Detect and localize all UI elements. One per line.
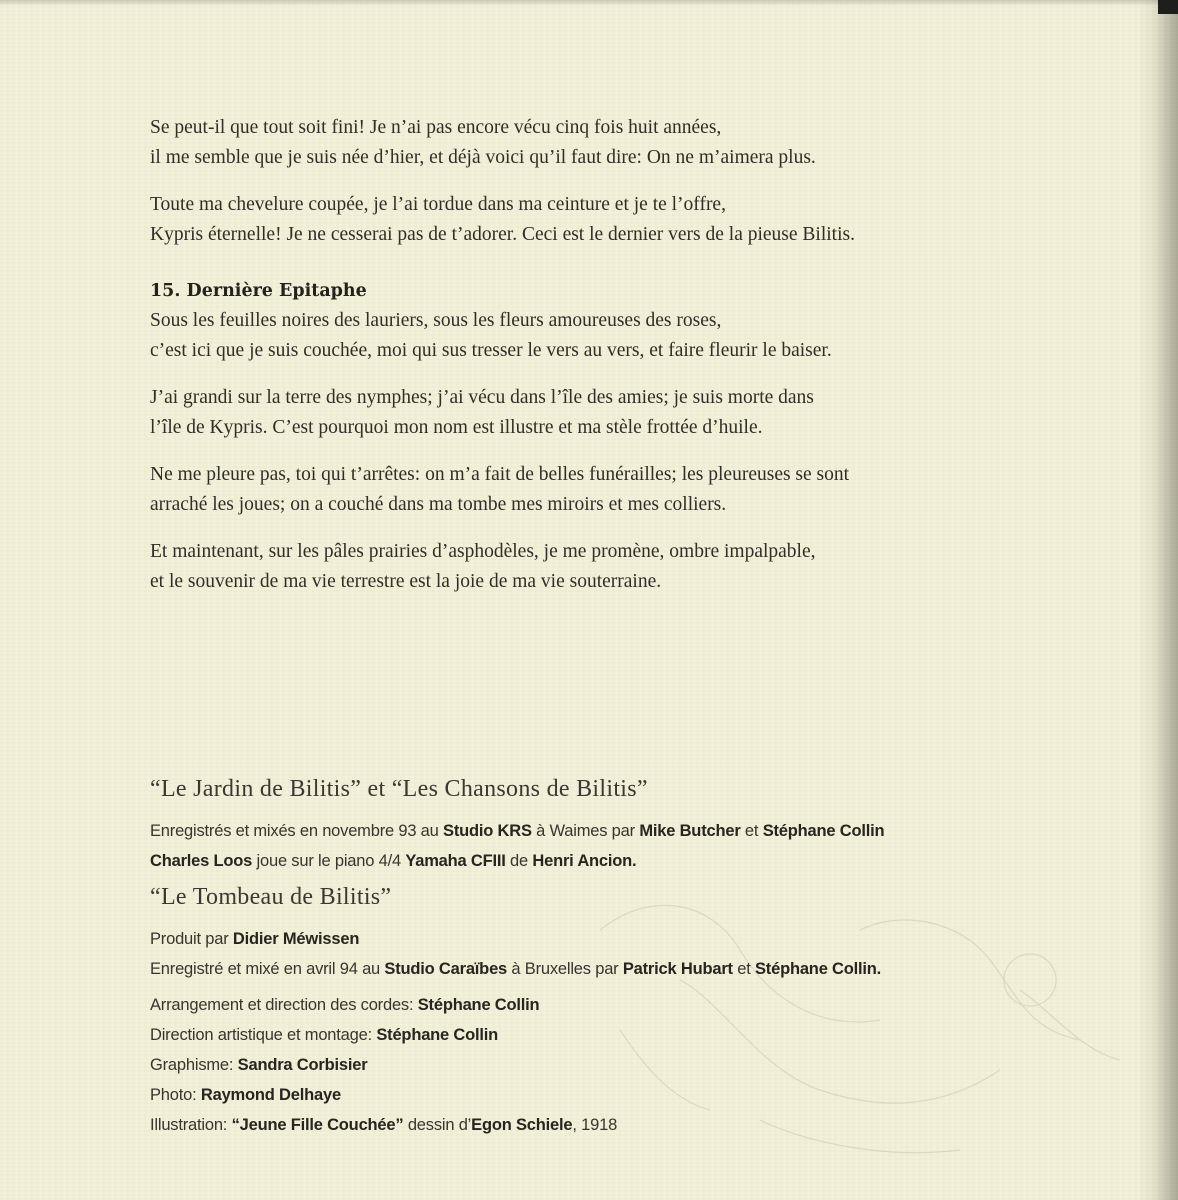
credit-label: Arrangement et direction des cordes: <box>150 996 418 1014</box>
poem-line: arraché les joues; on a couché dans ma tombe mes miroirs et mes colliers. <box>150 494 727 515</box>
credit-line-piano <box>150 846 1150 876</box>
studio-name: Studio Caraïbes <box>384 960 508 978</box>
credit-text: dessin d’ <box>403 1116 472 1134</box>
credit-label: Graphisme: <box>150 1056 238 1074</box>
poem-line: Ne me pleure pas, toi qui t’arrêtes: on m’a fait de belles funérailles; les pleureuses se sont <box>150 464 850 485</box>
credit-label: Photo: <box>150 1086 201 1104</box>
poem-text <box>150 113 1130 614</box>
piano-model: Yamaha CFIII <box>405 852 506 870</box>
credit-line-direction <box>150 1020 1150 1050</box>
poem-line: Et maintenant, sur les pâles prairies d’asphodèles, je me promène, ombre impalpable, <box>150 541 816 562</box>
credit-name: Raymond Delhaye <box>200 1086 341 1104</box>
credit-line-photo <box>150 1080 1150 1110</box>
credits-section <box>150 772 1150 1140</box>
credit-name: Stéphane Collin <box>417 996 540 1014</box>
credit-line-illustration <box>150 1110 1150 1140</box>
top-edge-shadow <box>0 0 1178 6</box>
engineer-name: Mike Butcher <box>639 822 741 840</box>
credit-text: à Waimes par <box>531 822 640 840</box>
credit-line-recording-2 <box>150 954 1150 984</box>
credit-text: Enregistré et mixé en avril 94 au <box>150 960 385 978</box>
poem-line: l’île de Kypris. C’est pourquoi mon nom est illustre et ma stèle frottée d’huile. <box>150 417 763 438</box>
credit-name: Stéphane Collin <box>376 1026 499 1044</box>
poem-line: Se peut-il que tout soit fini! Je n’ai pas encore vécu cinq fois huit années, <box>150 117 722 138</box>
credit-line-arrangement <box>150 990 1150 1020</box>
studio-name: Studio KRS <box>443 822 532 840</box>
credit-name: Sandra Corbisier <box>237 1056 368 1074</box>
credit-text: à Bruxelles par <box>507 960 623 978</box>
engineer-name: Stéphane Collin. <box>755 960 882 978</box>
credit-text: , 1918 <box>572 1116 618 1134</box>
credit-text: joue sur le piano 4/4 <box>252 852 406 870</box>
piano-owner: Henri Ancion. <box>532 852 637 870</box>
pianist-name: Charles Loos <box>150 852 253 870</box>
stanza <box>150 460 1130 520</box>
credit-text: Enregistrés et mixés en novembre 93 au <box>150 822 444 840</box>
stanza <box>150 306 1130 366</box>
engineer-name: Patrick Hubart <box>622 960 733 978</box>
producer-name: Didier Méwissen <box>232 930 360 948</box>
credit-line-producer <box>150 924 1150 954</box>
artwork-title: “Jeune Fille Couchée” <box>231 1116 404 1134</box>
credit-line-graphics <box>150 1050 1150 1080</box>
poem-line: il me semble que je suis née d’hier, et déjà voici qu’il faut dire: On ne m’aimera plus. <box>150 147 816 168</box>
poem-line: Sous les feuilles noires des lauriers, sous les fleurs amoureuses des roses, <box>150 310 722 331</box>
credit-label: Direction artistique et montage: <box>150 1026 377 1044</box>
engineer-name: Stéphane Collin <box>762 822 885 840</box>
poem-line: J’ai grandi sur la terre des nymphes; j’ai vécu dans l’île des amies; je suis morte dans <box>150 387 814 408</box>
credit-text: de <box>505 852 533 870</box>
poem-line: Kypris éternelle! Je ne cesserai pas de t’adorer. Ceci est le dernier vers de la pieuse Bilitis. <box>150 224 855 245</box>
stanza <box>150 113 1130 173</box>
epitaph-heading: 15. Dernière Epitaphe <box>150 281 367 301</box>
stanza <box>150 383 1130 443</box>
poem-line: et le souvenir de ma vie terrestre est la joie de ma vie souterraine. <box>150 571 662 592</box>
stanza <box>150 190 1130 250</box>
credit-line-recording-1 <box>150 816 1150 846</box>
poem-line: Toute ma chevelure coupée, je l’ai tordue dans ma ceinture et je te l’offre, <box>150 194 726 215</box>
section-title: “Le Tombeau de Bilitis” <box>150 884 392 910</box>
corner-mark <box>1158 0 1178 14</box>
credit-label: Produit par <box>150 930 233 948</box>
credit-text: et <box>732 960 755 978</box>
poem-line: c’est ici que je suis couchée, moi qui sus tresser le vers au vers, et faire fleurir le baiser. <box>150 340 832 361</box>
credit-label: Illustration: <box>150 1116 232 1134</box>
stanza <box>150 537 1130 597</box>
credit-text: et <box>740 822 763 840</box>
section-title: “Le Jardin de Bilitis” et “Les Chansons de Bilitis” <box>150 776 648 802</box>
artist-name: Egon Schiele <box>471 1116 573 1134</box>
